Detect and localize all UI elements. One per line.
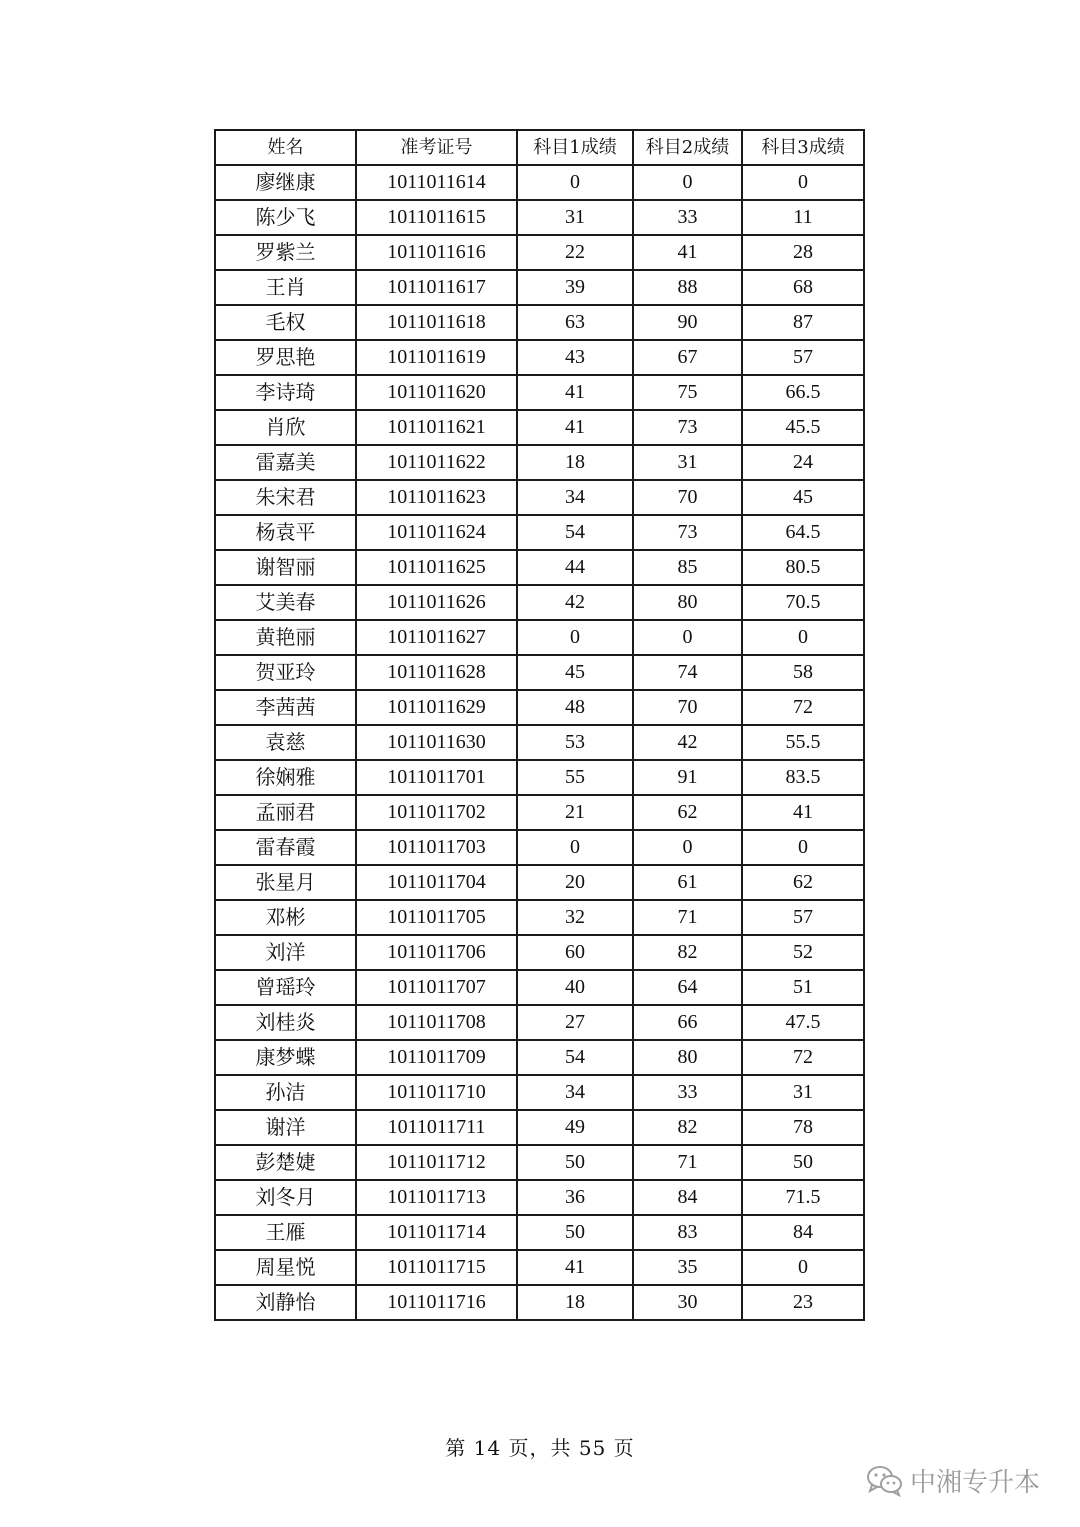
table-row <box>215 550 864 585</box>
cell-exam-id: 1011011623 <box>356 480 517 515</box>
cell-subject-1: 0 <box>517 830 633 865</box>
cell-subject-2: 83 <box>633 1215 742 1250</box>
table-header-row <box>215 130 864 165</box>
cell-exam-id: 1011011618 <box>356 305 517 340</box>
cell-name: 刘洋 <box>215 935 356 970</box>
cell-name: 刘冬月 <box>215 1180 356 1215</box>
cell-subject-3: 66.5 <box>742 375 864 410</box>
cell-name: 廖继康 <box>215 165 356 200</box>
cell-exam-id: 1011011705 <box>356 900 517 935</box>
cell-name: 肖欣 <box>215 410 356 445</box>
cell-exam-id: 1011011716 <box>356 1285 517 1320</box>
cell-name: 朱宋君 <box>215 480 356 515</box>
cell-subject-2: 33 <box>633 200 742 235</box>
cell-exam-id: 1011011708 <box>356 1005 517 1040</box>
cell-subject-1: 40 <box>517 970 633 1005</box>
cell-name: 毛权 <box>215 305 356 340</box>
cell-name: 周星悦 <box>215 1250 356 1285</box>
table-row <box>215 1040 864 1075</box>
cell-exam-id: 1011011701 <box>356 760 517 795</box>
cell-name: 彭楚婕 <box>215 1145 356 1180</box>
cell-subject-1: 32 <box>517 900 633 935</box>
cell-subject-1: 60 <box>517 935 633 970</box>
cell-subject-2: 70 <box>633 480 742 515</box>
cell-subject-3: 57 <box>742 340 864 375</box>
cell-name: 康梦蝶 <box>215 1040 356 1075</box>
cell-subject-3: 55.5 <box>742 725 864 760</box>
cell-subject-2: 73 <box>633 410 742 445</box>
cell-subject-2: 74 <box>633 655 742 690</box>
table-row <box>215 1215 864 1250</box>
cell-subject-3: 71.5 <box>742 1180 864 1215</box>
cell-subject-3: 41 <box>742 795 864 830</box>
table-row <box>215 480 864 515</box>
watermark <box>866 1462 1040 1499</box>
table-row <box>215 375 864 410</box>
cell-subject-1: 54 <box>517 515 633 550</box>
page-number: 第 14 页，共 55 页 <box>445 1436 635 1460</box>
cell-exam-id: 1011011704 <box>356 865 517 900</box>
cell-subject-1: 42 <box>517 585 633 620</box>
cell-name: 罗思艳 <box>215 340 356 375</box>
header-subject-3: 科目3成绩 <box>742 130 864 165</box>
cell-subject-3: 57 <box>742 900 864 935</box>
cell-subject-1: 0 <box>517 620 633 655</box>
cell-subject-1: 43 <box>517 340 633 375</box>
cell-subject-1: 45 <box>517 655 633 690</box>
cell-subject-3: 0 <box>742 1250 864 1285</box>
cell-subject-2: 0 <box>633 165 742 200</box>
cell-exam-id: 1011011713 <box>356 1180 517 1215</box>
cell-exam-id: 1011011714 <box>356 1215 517 1250</box>
cell-subject-3: 87 <box>742 305 864 340</box>
cell-name: 陈少飞 <box>215 200 356 235</box>
table-row <box>215 900 864 935</box>
cell-subject-2: 0 <box>633 620 742 655</box>
cell-subject-2: 90 <box>633 305 742 340</box>
cell-subject-1: 34 <box>517 1075 633 1110</box>
table-row <box>215 1250 864 1285</box>
cell-subject-3: 80.5 <box>742 550 864 585</box>
cell-subject-3: 11 <box>742 200 864 235</box>
cell-subject-1: 41 <box>517 1250 633 1285</box>
cell-name: 黄艳丽 <box>215 620 356 655</box>
cell-name: 张星月 <box>215 865 356 900</box>
table-row <box>215 200 864 235</box>
cell-subject-2: 67 <box>633 340 742 375</box>
cell-exam-id: 1011011622 <box>356 445 517 480</box>
cell-subject-1: 22 <box>517 235 633 270</box>
table-row <box>215 270 864 305</box>
cell-subject-1: 54 <box>517 1040 633 1075</box>
cell-subject-3: 84 <box>742 1215 864 1250</box>
cell-exam-id: 1011011628 <box>356 655 517 690</box>
table-row <box>215 410 864 445</box>
cell-exam-id: 1011011625 <box>356 550 517 585</box>
cell-subject-1: 31 <box>517 200 633 235</box>
cell-subject-2: 73 <box>633 515 742 550</box>
cell-subject-3: 72 <box>742 690 864 725</box>
score-table <box>214 129 865 1321</box>
cell-name: 曾瑶玲 <box>215 970 356 1005</box>
cell-subject-3: 62 <box>742 865 864 900</box>
cell-subject-1: 20 <box>517 865 633 900</box>
cell-name: 罗紫兰 <box>215 235 356 270</box>
cell-subject-2: 80 <box>633 1040 742 1075</box>
cell-subject-3: 58 <box>742 655 864 690</box>
cell-subject-3: 45 <box>742 480 864 515</box>
cell-subject-2: 71 <box>633 900 742 935</box>
table-row <box>215 235 864 270</box>
cell-exam-id: 1011011709 <box>356 1040 517 1075</box>
table-row <box>215 515 864 550</box>
header-name: 姓名 <box>215 130 356 165</box>
cell-subject-3: 31 <box>742 1075 864 1110</box>
cell-subject-1: 50 <box>517 1215 633 1250</box>
cell-name: 雷嘉美 <box>215 445 356 480</box>
cell-subject-2: 64 <box>633 970 742 1005</box>
cell-subject-3: 0 <box>742 830 864 865</box>
cell-subject-2: 41 <box>633 235 742 270</box>
cell-subject-1: 18 <box>517 1285 633 1320</box>
wechat-icon <box>866 1464 904 1498</box>
table-row <box>215 1075 864 1110</box>
cell-subject-1: 0 <box>517 165 633 200</box>
cell-exam-id: 1011011626 <box>356 585 517 620</box>
cell-exam-id: 1011011619 <box>356 340 517 375</box>
cell-subject-1: 53 <box>517 725 633 760</box>
cell-subject-1: 55 <box>517 760 633 795</box>
cell-subject-1: 18 <box>517 445 633 480</box>
cell-name: 孟丽君 <box>215 795 356 830</box>
cell-subject-3: 64.5 <box>742 515 864 550</box>
cell-name: 贺亚玲 <box>215 655 356 690</box>
cell-exam-id: 1011011712 <box>356 1145 517 1180</box>
cell-name: 王雁 <box>215 1215 356 1250</box>
cell-exam-id: 1011011702 <box>356 795 517 830</box>
cell-name: 李茜茜 <box>215 690 356 725</box>
cell-exam-id: 1011011624 <box>356 515 517 550</box>
cell-subject-2: 70 <box>633 690 742 725</box>
cell-exam-id: 1011011715 <box>356 1250 517 1285</box>
cell-subject-1: 27 <box>517 1005 633 1040</box>
cell-subject-3: 0 <box>742 620 864 655</box>
cell-subject-3: 78 <box>742 1110 864 1145</box>
cell-name: 王肖 <box>215 270 356 305</box>
cell-subject-3: 51 <box>742 970 864 1005</box>
table-row <box>215 445 864 480</box>
cell-subject-2: 82 <box>633 935 742 970</box>
cell-name: 谢智丽 <box>215 550 356 585</box>
cell-subject-2: 84 <box>633 1180 742 1215</box>
cell-subject-1: 49 <box>517 1110 633 1145</box>
cell-name: 刘桂炎 <box>215 1005 356 1040</box>
table-row <box>215 760 864 795</box>
cell-subject-3: 72 <box>742 1040 864 1075</box>
table-row <box>215 970 864 1005</box>
table-row <box>215 1180 864 1215</box>
cell-exam-id: 1011011616 <box>356 235 517 270</box>
table-row <box>215 1145 864 1180</box>
cell-exam-id: 1011011706 <box>356 935 517 970</box>
cell-subject-2: 0 <box>633 830 742 865</box>
table-row <box>215 865 864 900</box>
cell-subject-3: 52 <box>742 935 864 970</box>
table-row <box>215 830 864 865</box>
cell-subject-1: 48 <box>517 690 633 725</box>
cell-subject-2: 75 <box>633 375 742 410</box>
cell-name: 杨袁平 <box>215 515 356 550</box>
cell-name: 徐娴雅 <box>215 760 356 795</box>
header-exam-id: 准考证号 <box>356 130 517 165</box>
table-row <box>215 1005 864 1040</box>
cell-name: 刘静怡 <box>215 1285 356 1320</box>
cell-subject-3: 50 <box>742 1145 864 1180</box>
cell-exam-id: 1011011630 <box>356 725 517 760</box>
cell-name: 袁慈 <box>215 725 356 760</box>
cell-subject-1: 44 <box>517 550 633 585</box>
cell-subject-3: 23 <box>742 1285 864 1320</box>
cell-name: 孙洁 <box>215 1075 356 1110</box>
cell-subject-2: 61 <box>633 865 742 900</box>
cell-subject-2: 31 <box>633 445 742 480</box>
cell-subject-1: 41 <box>517 410 633 445</box>
cell-subject-3: 68 <box>742 270 864 305</box>
table-row <box>215 1110 864 1145</box>
cell-subject-3: 28 <box>742 235 864 270</box>
cell-subject-2: 91 <box>633 760 742 795</box>
cell-subject-3: 83.5 <box>742 760 864 795</box>
cell-subject-1: 39 <box>517 270 633 305</box>
cell-subject-2: 88 <box>633 270 742 305</box>
table-row <box>215 795 864 830</box>
cell-subject-2: 42 <box>633 725 742 760</box>
table-row <box>215 305 864 340</box>
cell-subject-2: 85 <box>633 550 742 585</box>
cell-subject-1: 50 <box>517 1145 633 1180</box>
cell-subject-2: 80 <box>633 585 742 620</box>
table-row <box>215 620 864 655</box>
cell-exam-id: 1011011621 <box>356 410 517 445</box>
table-row <box>215 165 864 200</box>
cell-name: 雷春霞 <box>215 830 356 865</box>
cell-subject-3: 0 <box>742 165 864 200</box>
cell-exam-id: 1011011620 <box>356 375 517 410</box>
cell-name: 邓彬 <box>215 900 356 935</box>
cell-exam-id: 1011011711 <box>356 1110 517 1145</box>
cell-exam-id: 1011011617 <box>356 270 517 305</box>
cell-exam-id: 1011011614 <box>356 165 517 200</box>
cell-subject-3: 47.5 <box>742 1005 864 1040</box>
table-row <box>215 655 864 690</box>
header-subject-2: 科目2成绩 <box>633 130 742 165</box>
cell-subject-1: 21 <box>517 795 633 830</box>
cell-subject-1: 63 <box>517 305 633 340</box>
cell-exam-id: 1011011710 <box>356 1075 517 1110</box>
cell-subject-2: 33 <box>633 1075 742 1110</box>
cell-name: 艾美春 <box>215 585 356 620</box>
cell-subject-2: 71 <box>633 1145 742 1180</box>
watermark-text: 中湘专升本 <box>910 1468 1041 1498</box>
cell-subject-2: 82 <box>633 1110 742 1145</box>
cell-subject-1: 36 <box>517 1180 633 1215</box>
cell-exam-id: 1011011627 <box>356 620 517 655</box>
cell-subject-3: 24 <box>742 445 864 480</box>
table-row <box>215 340 864 375</box>
cell-exam-id: 1011011703 <box>356 830 517 865</box>
cell-exam-id: 1011011707 <box>356 970 517 1005</box>
table-row <box>215 690 864 725</box>
cell-subject-1: 34 <box>517 480 633 515</box>
cell-exam-id: 1011011615 <box>356 200 517 235</box>
cell-subject-2: 30 <box>633 1285 742 1320</box>
table-row <box>215 1285 864 1320</box>
header-subject-1: 科目1成绩 <box>517 130 633 165</box>
table-row <box>215 725 864 760</box>
table-row <box>215 935 864 970</box>
cell-exam-id: 1011011629 <box>356 690 517 725</box>
cell-subject-2: 35 <box>633 1250 742 1285</box>
cell-subject-2: 62 <box>633 795 742 830</box>
cell-subject-3: 70.5 <box>742 585 864 620</box>
cell-subject-2: 66 <box>633 1005 742 1040</box>
cell-subject-1: 41 <box>517 375 633 410</box>
cell-subject-3: 45.5 <box>742 410 864 445</box>
cell-name: 李诗琦 <box>215 375 356 410</box>
table-body <box>215 165 864 1320</box>
cell-name: 谢洋 <box>215 1110 356 1145</box>
table-row <box>215 585 864 620</box>
